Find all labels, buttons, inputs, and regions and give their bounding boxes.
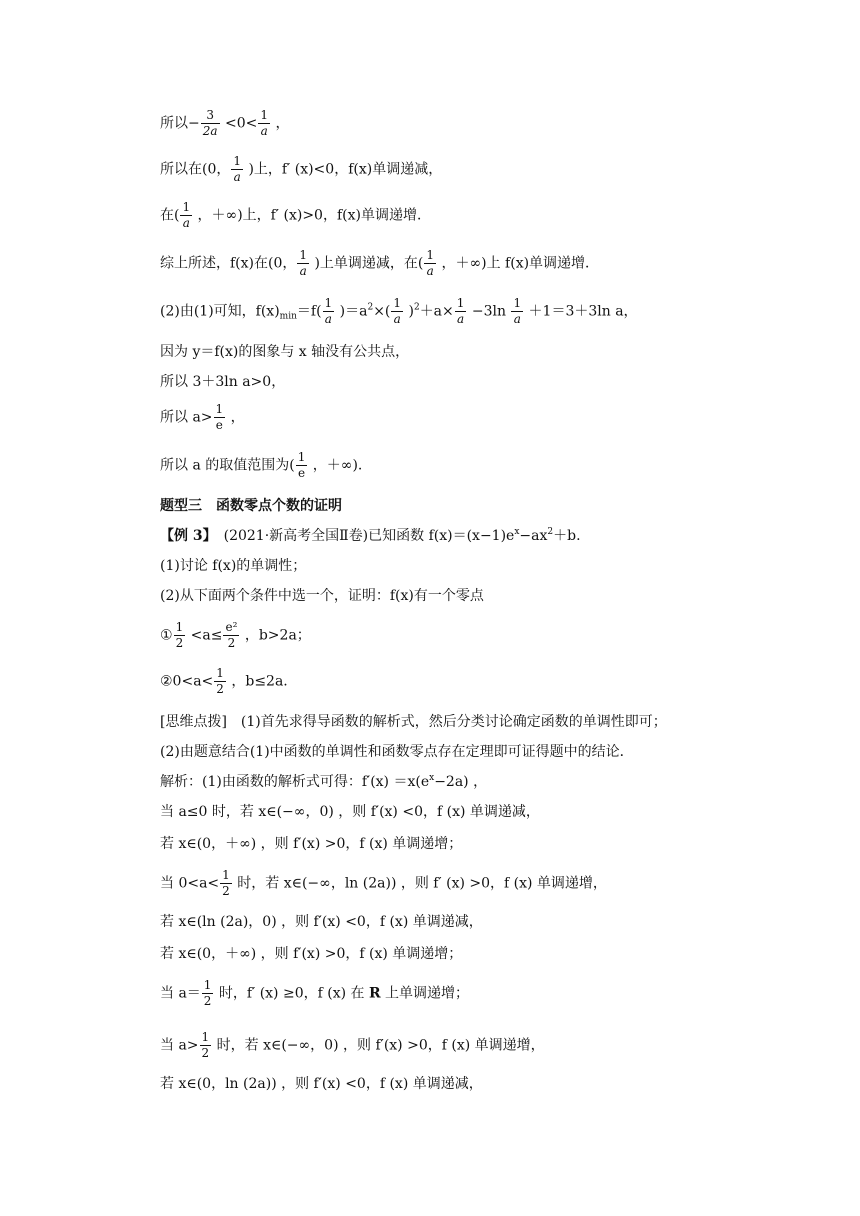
numerator: 1 — [513, 296, 522, 310]
numerator: 1 — [297, 450, 306, 464]
text-run: 时，若 x∈(−∞，ln (2a)) ，则 f′ (x) >0，f (x) 单调递增， — [232, 875, 607, 892]
denominator — [391, 312, 403, 327]
denominator-text: a — [393, 312, 401, 326]
text-run: 所以在(0， — [160, 161, 231, 178]
text-line — [160, 868, 607, 899]
text-run: <a≤ — [186, 627, 223, 644]
real-set-symbol: R — [368, 985, 381, 1002]
text-run: ) — [404, 303, 414, 320]
text-run: <0< — [220, 115, 258, 132]
text-line — [160, 248, 599, 279]
superscript: 2 — [413, 302, 420, 313]
text-line — [160, 200, 431, 231]
text-run: )＝a — [335, 303, 368, 320]
superscript: 2 — [367, 302, 374, 313]
numerator: 1 — [203, 978, 212, 992]
numerator: 1 — [426, 248, 435, 262]
example-label: 【例 3】 — [160, 528, 210, 544]
numerator: 1 — [215, 402, 224, 416]
fraction — [214, 402, 226, 433]
text-line: (2)由题意结合(1)中函数的单调性和函数零点存在定理即可证得题中的结论． — [160, 744, 634, 760]
denominator-text: a — [233, 170, 241, 184]
fraction — [220, 868, 232, 899]
denominator — [297, 264, 309, 279]
text-run: )上单调递减，在( — [310, 255, 424, 272]
denominator — [231, 170, 243, 185]
denominator-text: a — [457, 312, 465, 326]
denominator: e — [215, 418, 223, 432]
text-run: −2a) ， — [434, 774, 488, 790]
text-line — [160, 712, 667, 732]
text-run: ， — [226, 409, 245, 426]
text-line: 若 x∈(ln (2a)，0) ，则 f′(x) <0，f (x) 单调递减， — [160, 914, 483, 930]
text-line: 当 a≤0 时，若 x∈(−∞，0) ，则 f′(x) <0，f (x) 单调递减， — [160, 804, 540, 820]
fraction — [174, 620, 186, 651]
text-run: ，＋∞). — [308, 457, 363, 474]
text-run: (1)首先求得导函数的解析式，然后分类讨论确定函数的单调性即可； — [226, 714, 667, 730]
text-line: (2)从下面两个条件中选一个，证明：f(x)有一个零点 — [160, 588, 484, 604]
superscript: x — [514, 527, 520, 537]
text-line: 若 x∈(0，ln (2a)) ，则 f′(x) <0，f (x) 单调递减， — [160, 1076, 483, 1092]
numerator: 1 — [260, 108, 268, 122]
denominator-text: 2a — [202, 124, 218, 138]
text-run: 所以− — [160, 115, 200, 132]
text-run: (2021·新高考全国Ⅱ卷)已知函数 f(x)＝(x−1)e — [209, 528, 515, 544]
denominator-text: a — [324, 312, 332, 326]
numerator: 3 — [201, 108, 220, 124]
denominator — [455, 312, 467, 327]
numerator: 1 — [299, 248, 308, 262]
numerator: 1 — [324, 296, 333, 310]
text-run: −3ln — [467, 303, 511, 320]
numerator: e² — [225, 620, 238, 634]
fraction — [223, 620, 239, 651]
denominator — [180, 216, 192, 231]
text-run: 当 a> — [160, 1037, 199, 1054]
text-line — [160, 666, 288, 697]
text-run: ×( — [373, 303, 391, 320]
text-run: ，b>2a； — [240, 627, 311, 644]
text-line: 若 x∈(0，＋∞) ，则 f′(x) >0，f (x) 单调递增； — [160, 946, 463, 962]
solution-label: 解析： — [160, 774, 202, 790]
numerator: 1 — [456, 296, 465, 310]
fraction — [455, 296, 467, 327]
text-run: ，＋∞)上 f(x)单调递增． — [437, 255, 600, 272]
denominator — [201, 124, 220, 139]
text-run: ＝f( — [296, 303, 322, 320]
text-run: ① — [160, 627, 173, 644]
text-run: 综上所述，f(x)在(0， — [160, 255, 297, 272]
text-run: 当 a＝ — [160, 985, 201, 1002]
denominator — [424, 264, 436, 279]
text-run: ＋a× — [419, 303, 454, 320]
text-run: ，b≤2a. — [226, 673, 288, 690]
text-line — [160, 108, 289, 139]
fraction — [511, 296, 523, 327]
fraction — [297, 248, 309, 279]
fraction — [296, 450, 308, 481]
denominator: e — [297, 466, 306, 480]
fraction — [258, 108, 270, 139]
denominator — [511, 312, 523, 327]
text-run: 上单调递增； — [380, 985, 470, 1002]
subscript: min — [279, 311, 297, 322]
text-run: ＋1＝3＋3ln a， — [524, 303, 638, 320]
numerator: 1 — [175, 620, 184, 634]
fraction — [424, 248, 436, 279]
text-run: 时，若 x∈(−∞，0) ，则 f′(x) >0，f (x) 单调递增， — [212, 1037, 545, 1054]
denominator: 2 — [203, 994, 212, 1008]
superscript: x — [429, 773, 435, 783]
text-run: 在( — [160, 207, 180, 224]
denominator: 2 — [222, 884, 230, 898]
text-line — [160, 772, 487, 792]
denominator-text: a — [513, 312, 521, 326]
text-run: ， — [271, 115, 290, 132]
text-line: (1)讨论 f(x)的单调性； — [160, 558, 307, 574]
text-run: ，＋∞)上，f′ (x)>0，f(x)单调递增． — [193, 207, 431, 224]
denominator-text: a — [182, 216, 190, 230]
denominator: 2 — [201, 1046, 210, 1060]
fraction — [323, 296, 335, 327]
text-line — [160, 620, 311, 651]
text-run: 所以 a> — [160, 409, 213, 426]
text-line — [160, 1030, 545, 1061]
text-line: 所以 3＋3ln a>0， — [160, 374, 286, 390]
numerator: 1 — [233, 154, 242, 168]
fraction — [202, 978, 214, 1009]
denominator: 2 — [227, 636, 236, 650]
denominator-text: a — [299, 264, 307, 278]
denominator — [323, 312, 335, 327]
denominator-text: a — [426, 264, 434, 278]
fraction — [391, 296, 403, 327]
text-run: 时，f′ (x) ≥0，f (x) 在 — [214, 985, 369, 1002]
superscript: 2 — [547, 527, 554, 537]
fraction — [200, 1030, 212, 1061]
tip-label: [思维点拨] — [160, 714, 227, 730]
fraction — [214, 666, 226, 697]
text-run: ＋b. — [553, 528, 581, 544]
denominator-text: a — [260, 124, 268, 138]
text-line: 若 x∈(0，＋∞) ，则 f′(x) >0，f (x) 单调递增； — [160, 836, 463, 852]
text-run: 所以 a 的取值范围为( — [160, 457, 295, 474]
text-line — [160, 154, 442, 185]
numerator: 1 — [216, 666, 224, 680]
text-line: 因为 y＝f(x)的图象与 x 轴没有公共点， — [160, 344, 410, 360]
text-run: ②0<a< — [160, 673, 214, 690]
denominator: 2 — [175, 636, 184, 650]
text-line — [160, 402, 245, 433]
numerator: 1 — [393, 296, 402, 310]
text-line — [160, 296, 638, 327]
fraction — [201, 108, 220, 139]
text-run: )上，f′ (x)<0，f(x)单调递减， — [244, 161, 443, 178]
text-run: (2)由(1)可知，f(x) — [160, 303, 280, 320]
section-heading: 题型三 函数零点个数的证明 — [160, 498, 342, 514]
denominator — [258, 124, 270, 139]
denominator: 2 — [216, 682, 224, 696]
text-run: −ax — [519, 528, 548, 544]
fraction — [231, 154, 243, 185]
text-run: (1)由函数的解析式可得：f′(x) ＝x(e — [202, 774, 430, 790]
text-line — [160, 978, 469, 1009]
fraction — [180, 200, 192, 231]
text-line — [160, 526, 581, 546]
numerator: 1 — [182, 200, 191, 214]
numerator: 1 — [222, 868, 230, 882]
text-line — [160, 450, 362, 481]
text-run: 当 0<a< — [160, 875, 220, 892]
numerator: 1 — [201, 1030, 210, 1044]
